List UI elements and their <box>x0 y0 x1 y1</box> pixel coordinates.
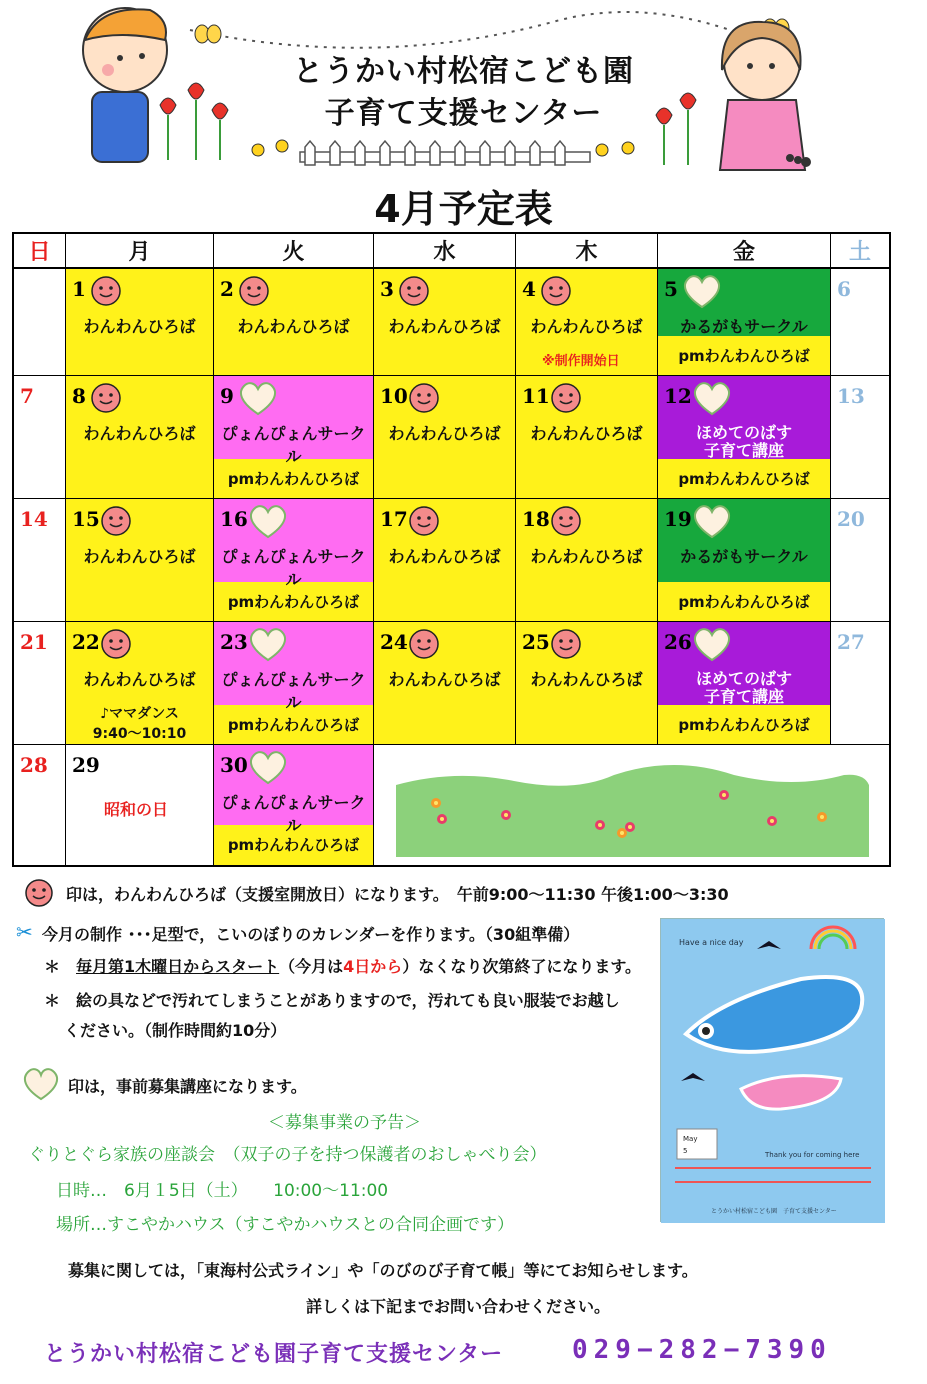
calendar-day-cell <box>14 269 66 376</box>
pm-event-label: pmわんわんひろば <box>678 347 810 365</box>
day-number: 12 <box>664 384 692 408</box>
calendar-day-cell <box>516 269 658 376</box>
day-number: 14 <box>20 507 48 531</box>
calendar-day-cell <box>516 622 658 745</box>
contact-phone: 029−282−7390 <box>572 1335 832 1365</box>
calendar-day-cell <box>214 376 374 499</box>
holiday-label: 昭和の日 <box>104 800 169 819</box>
day-number: 28 <box>20 753 48 777</box>
calendar-day-cell <box>214 622 374 745</box>
day-number: 1 <box>72 277 86 301</box>
day-number: 7 <box>20 384 34 408</box>
weekday-header: 火 <box>214 234 374 269</box>
craft-note-1-start: 毎月第1木曜日からスタート <box>76 957 280 976</box>
calendar-day-cell <box>14 376 66 499</box>
calendar-day-cell <box>658 499 831 622</box>
pm-event-label: pmわんわんひろば <box>678 470 810 488</box>
photo-caption-top: Have a nice day <box>679 938 744 947</box>
day-number: 22 <box>72 630 100 654</box>
event-label: ぴょんぴょんサークル <box>221 547 366 589</box>
event-label: ぴょんぴょんサークル <box>221 793 366 835</box>
weekday-header: 土 <box>831 234 889 269</box>
calendar-day-cell <box>374 622 516 745</box>
calendar-day-cell <box>374 499 516 622</box>
event-label: かるがもサークル <box>680 547 808 566</box>
calendar-day-cell <box>66 269 214 376</box>
notice-line-2: 詳しくは下記までお問い合わせください。 <box>306 1297 611 1316</box>
smile-icon <box>90 382 122 414</box>
event-name: ぐりとぐら家族の座談会 （双子の子を持つ保護者のおしゃべり会） <box>28 1145 547 1165</box>
day-number: 23 <box>220 630 248 654</box>
event-label: わんわんひろば <box>388 670 501 689</box>
heart-icon <box>238 380 278 416</box>
scissors-icon: ✂ <box>16 920 33 944</box>
calendar-grid <box>14 234 889 865</box>
day-number: 5 <box>664 277 678 301</box>
calendar-day-cell <box>374 269 516 376</box>
smile-icon <box>550 628 582 660</box>
fence-icon <box>300 141 590 165</box>
day-number: 27 <box>837 630 865 654</box>
butterfly-icon <box>195 25 221 43</box>
calendar-day-cell <box>66 376 214 499</box>
day-number: 11 <box>522 384 550 408</box>
event-label: ぴょんぴょんサークル <box>221 670 366 712</box>
smile-icon <box>408 628 440 660</box>
day-number: 17 <box>380 507 408 531</box>
craft-note-1-mid: （今月は <box>279 957 344 976</box>
craft-description: 今月の制作 ･･･足型で，こいのぼりのカレンダーを作ります。（30組準備） <box>42 925 580 944</box>
day-number: 13 <box>837 384 865 408</box>
day-number: 26 <box>664 630 692 654</box>
pm-event-label: pmわんわんひろば <box>678 716 810 734</box>
heart-icon <box>248 503 288 539</box>
craft-note-2-line2: ください。（制作時間約10分） <box>64 1021 287 1040</box>
heart-icon <box>248 749 288 785</box>
event-label: わんわんひろば <box>530 424 643 443</box>
heart-icon <box>682 273 722 309</box>
mama-dance-time: 9:40～10:10 <box>92 726 187 742</box>
calendar-day-cell <box>831 499 889 622</box>
notice-line-1: 募集に関しては，「東海村公式ライン」や「のびのび子育て帳」等にてお知らせします。 <box>68 1261 698 1280</box>
smile-icon <box>100 505 132 537</box>
calendar-day-cell <box>214 269 374 376</box>
day-number: 19 <box>664 507 692 531</box>
photo-footer: とうかい村松宿こども園 子育て支援センター <box>711 1208 837 1215</box>
event-label-line2: 子育て講座 <box>703 687 784 706</box>
calendar-day-cell <box>831 622 889 745</box>
event-label: わんわんひろば <box>83 317 196 336</box>
day-number: 4 <box>522 277 536 301</box>
day-number: 30 <box>220 753 248 777</box>
contact-name: とうかい村松宿こども園子育て支援センター <box>44 1342 504 1367</box>
weekday-header: 金 <box>658 234 831 269</box>
photo-month: May <box>683 1135 698 1143</box>
month-title: 4月予定表 <box>374 187 553 231</box>
day-number: 16 <box>220 507 248 531</box>
calendar-day-cell <box>14 622 66 745</box>
event-label-line2: 子育て講座 <box>703 441 784 460</box>
smile-icon <box>24 878 54 908</box>
weekday-header: 水 <box>374 234 516 269</box>
event-label: わんわんひろば <box>530 547 643 566</box>
production-start-note: ※制作開始日 <box>542 354 620 369</box>
smile-icon <box>550 505 582 537</box>
photo-caption-bottom: Thank you for coming here <box>765 1151 860 1159</box>
header <box>0 0 927 232</box>
heart-icon <box>692 380 732 416</box>
calendar <box>12 232 891 867</box>
event-label: ぴょんぴょんサークル <box>221 424 366 466</box>
event-label: ほめてのばす <box>695 423 792 442</box>
weekday-header: 日 <box>14 234 66 269</box>
event-label: わんわんひろば <box>83 670 196 689</box>
craft-note-2-line1: ＊ 絵の具などで汚れてしまうことがありますので，汚れても良い服装でお越し <box>44 991 620 1010</box>
calendar-day-cell <box>516 376 658 499</box>
weekday-header: 木 <box>516 234 658 269</box>
day-number: 24 <box>380 630 408 654</box>
craft-note-1 <box>44 954 641 977</box>
meadow-illustration <box>374 745 889 865</box>
event-place: 場所…すこやかハウス（すこやかハウスとの合同企画です） <box>56 1215 514 1235</box>
meadow-grass-icon <box>374 745 889 865</box>
smile-icon <box>540 275 572 307</box>
heart-icon <box>692 626 732 662</box>
smile-icon <box>398 275 430 307</box>
craft-note-1-bullet: ＊ <box>44 957 77 976</box>
calendar-day-cell <box>66 745 214 865</box>
pm-event-label: pmわんわんひろば <box>227 836 360 854</box>
calendar-day-cell <box>658 376 831 499</box>
day-number: 25 <box>522 630 550 654</box>
heart-legend-text: 印は，事前募集講座になります。 <box>68 1077 307 1096</box>
day-number: 21 <box>20 630 48 654</box>
pm-event-label: pmわんわんひろば <box>678 593 810 611</box>
craft-sample-photo <box>660 918 884 1222</box>
event-label: わんわんひろば <box>237 317 350 336</box>
calendar-day-cell <box>66 499 214 622</box>
smile-icon <box>408 382 440 414</box>
event-label: わんわんひろば <box>530 670 643 689</box>
weekday-header: 月 <box>66 234 214 269</box>
heart-icon <box>248 626 288 662</box>
smile-icon <box>550 382 582 414</box>
calendar-day-cell <box>831 269 889 376</box>
day-number: 3 <box>380 277 394 301</box>
event-label: わんわんひろば <box>83 547 196 566</box>
event-label: わんわんひろば <box>388 424 501 443</box>
calendar-day-cell <box>374 376 516 499</box>
calendar-day-cell <box>831 376 889 499</box>
smile-icon <box>408 505 440 537</box>
info-section <box>0 870 927 1384</box>
event-label: わんわんひろば <box>530 317 643 336</box>
smile-icon <box>238 275 270 307</box>
calendar-day-cell <box>14 499 66 622</box>
event-label: わんわんひろば <box>388 317 501 336</box>
pm-event-label: pmわんわんひろば <box>227 593 360 611</box>
day-number: 10 <box>380 384 408 408</box>
center-subtitle: 子育て支援センター <box>324 96 603 131</box>
photo-month-num: 5 <box>683 1147 688 1155</box>
preview-title: ＜募集事業の予告＞ <box>268 1113 421 1133</box>
calendar-day-cell <box>214 499 374 622</box>
pm-event-label: pmわんわんひろば <box>227 470 360 488</box>
calendar-day-cell <box>214 745 374 865</box>
day-number: 8 <box>72 384 86 408</box>
calendar-day-cell <box>658 269 831 376</box>
craft-sample-image <box>661 919 885 1223</box>
smile-icon <box>90 275 122 307</box>
heart-icon <box>22 1066 60 1102</box>
calendar-day-cell <box>66 622 214 745</box>
day-number: 20 <box>837 507 865 531</box>
day-number: 29 <box>72 753 100 777</box>
calendar-day-cell <box>516 499 658 622</box>
event-label: わんわんひろば <box>83 424 196 443</box>
center-name-title: とうかい村松宿こども園 <box>293 54 634 89</box>
calendar-day-cell <box>658 622 831 745</box>
smile-legend-text: 印は，わんわんひろば（支援室開放日）になります。 午前9:00～11:30 午後1:00～3:30 <box>66 885 729 904</box>
event-label: わんわんひろば <box>388 547 501 566</box>
event-label: ほめてのばす <box>695 669 792 688</box>
event-date: 日時… 6月１5日（土） 10:00～11:00 <box>56 1181 389 1201</box>
heart-icon <box>692 503 732 539</box>
smile-icon <box>100 628 132 660</box>
craft-note-1-date: 4日から <box>343 957 403 976</box>
day-number: 6 <box>837 277 851 301</box>
event-label: かるがもサークル <box>680 317 808 336</box>
calendar-day-cell <box>14 745 66 865</box>
day-number: 18 <box>522 507 550 531</box>
day-number: 2 <box>220 277 234 301</box>
mama-dance-label: ♪ママダンス <box>100 706 179 722</box>
craft-note-1-end: ）なくなり次第終了になります。 <box>402 957 642 976</box>
day-number: 9 <box>220 384 234 408</box>
pm-event-label: pmわんわんひろば <box>227 716 360 734</box>
day-number: 15 <box>72 507 100 531</box>
